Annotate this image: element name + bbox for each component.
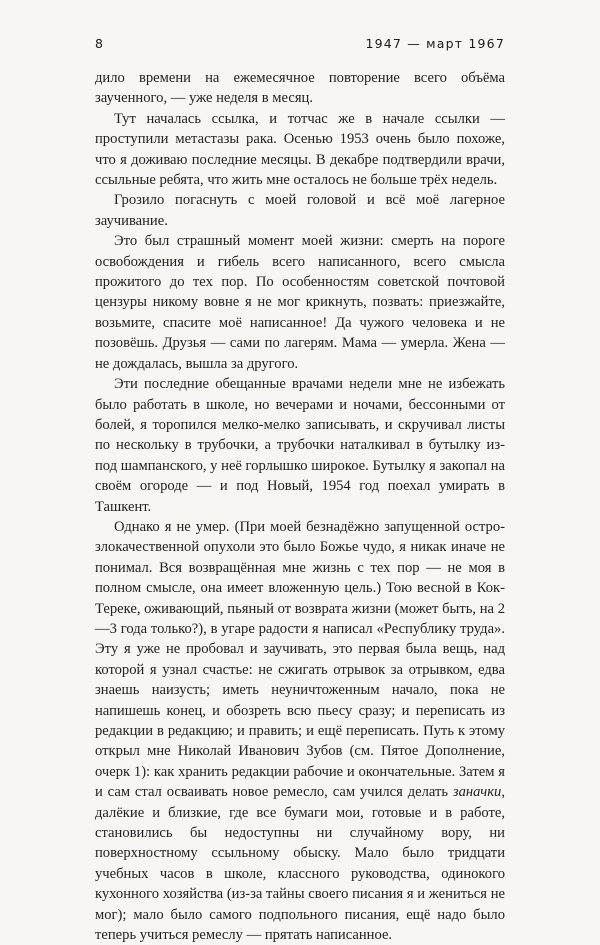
paragraph-text: , далёкие и близкие, где все бумаги мои, готовые и в работе, становились бы недоступны ни случайному вору, ни поверхностному ссыльному обыску. Мало было тридцати учебных часов в школе, классного руководства, одинокого кухонного хозяйства (из-за тайны своего писания я и жениться не мог); мало было самого подпольного писания, ещё надо было теперь учиться ремеслу — прятать написанное.	[95, 784, 505, 944]
paragraph: дило времени на ежемесячное повторение всего объёма заученного, — уже неделя в месяц.	[95, 70, 505, 107]
paragraph-text: Однако я не умер. (При моей безнадёжно запущенной остро-злокачественной опухоли это было Божье чудо, я никак иначе не понимал. Вся возвращённая мне жизнь с тех пор — не моя в полном смысле, она имеет вложенную цель.) Тою весной в Кок-Тереке, оживающий, пьяный от возврата жизни (может быть, на 2—3 года только?), в угаре радости я написал «Республику труда». Эту я уже не пробовал и заучивать, это первая была вещь, над которой я узнал счастье: не сжигать отрывок за отрывком, едва знаешь наизусть; иметь неуничтоженным начало, пока не напишешь конец, и обозреть всю пьесу сразу; и переписать из редакции в редакцию; и править; и ещё переписать. Путь к этому открыл мне Николай Иванович Зубов (см. Пятое Дополнение, очерк 1): как хранить редакции рабочие и окончательные. Затем я и сам стал осваивать новое ремесло, сам учился делать	[95, 518, 505, 801]
running-header	[95, 36, 505, 56]
page-number: 8	[95, 36, 105, 51]
paragraph: Грозило погаснуть с моей головой и всё моё лагерное заучивание.	[95, 192, 505, 229]
running-title: 1947 — март 1967	[365, 36, 505, 51]
paragraph: Эти последние обещанные врачами недели мне не избежать было работать в школе, но вечерами и ночами, бессонными от болей, я торопился мелко-мелко записывать, и скручивал листы по нескольку в трубочки, а трубочки наталкивал в бутылку из-под шампанского, у неё горлышко широкое. Бутылку я закопал на своём огороде — и под Новый, 1954 год поехал умирать в Ташкент.	[95, 376, 505, 515]
body-text	[95, 68, 505, 945]
paragraph	[95, 517, 505, 945]
paragraph: Тут началась ссылка, и тотчас же в начале ссылки — проступили метастазы рака. Осенью 1953 очень было похоже, что я доживаю последние месяцы. В декабре подтвердили врачи, ссыльные ребята, что жить мне осталось не больше трёх недель.	[95, 110, 505, 189]
paragraph: Это был страшный момент моей жизни: смерть на пороге освобождения и гибель всего написанного, всего смысла прожитого до тех пор. По особенностям советской почтовой цензуры никому вовне я не мог крикнуть, позвать: приезжайте, возьмите, спасите моё написанное! Да чужого человека и не позовёшь. Друзья — сами по лагерям. Мама — умерла. Жена — не дождалась, вышла за другого.	[95, 233, 505, 372]
italic-term: заначки	[452, 784, 502, 801]
